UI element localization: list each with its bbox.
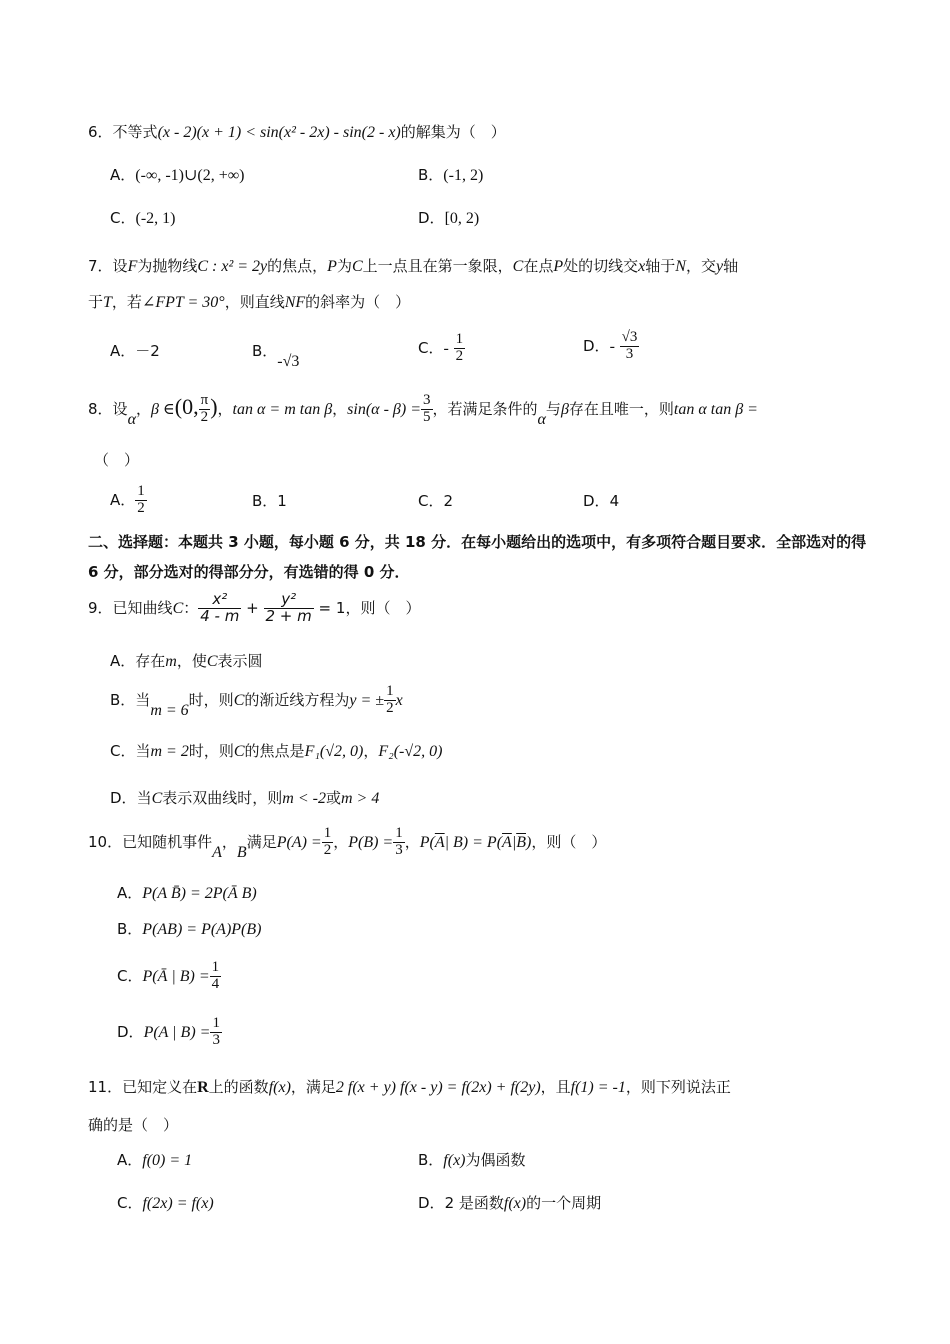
q11-option-c[interactable]: C．f(2x) = f(x) [117,1194,214,1212]
q6-option-a[interactable]: A．(-∞, -1)∪(2, +∞) [110,166,245,184]
q7-option-c[interactable]: C．- $\frac{1}{2}$ [418,331,464,364]
q10-option-c[interactable]: C．P(Ā | B) = $\frac{1}{4}$ [117,959,220,992]
q9-option-a[interactable]: A．存在m，使C表示圆 [110,652,263,670]
q11-stem-line2: 确的是（ ） [88,1116,179,1134]
q9-option-b[interactable]: B．当m = 6时，则C的渐近线方程为y = ± $\frac{1}{2}$ x [110,683,403,719]
q10-option-b[interactable]: B．P(AB) = P(A)P(B) [117,920,262,938]
q7-option-a[interactable]: A．－2 [110,342,160,360]
q6-stem: 6．不等式(x - 2)(x + 1) < sin(x² - 2x) - sin(2 - x)的解集为（ ） [88,123,506,141]
q8-stem: 8．设α，β ∈(0, $\frac{\pi}{2}$ )，tan α = m tan β，sin(α - β) = $\frac{3}{5}$ ，若满足条件的α与β存在且唯一，则tan α tan β = [88,392,758,428]
q11-equation: 2 f(x + y) f(x - y) = f(2x) + f(2y) [335,1079,541,1096]
q6-option-b[interactable]: B．(-1, 2) [418,166,484,184]
q9-stem: 9．已知曲线C： $\frac{\text{x²}}{4 - m}$ + $\frac{\text{y²}}{2 + m}$ = 1，则（ ） [88,590,421,625]
q9-option-d[interactable]: D．当C表示双曲线时，则m < -2或m > 4 [110,789,380,807]
q8-option-a[interactable]: A． $\frac{1}{2}$ [110,483,145,516]
section2-heading: 二、选择题：本题共 3 小题，每小题 6 分，共 18 分．在每小题给出的选项中，有多项符合题目要求．全部选对的得 6 分，部分选对的得部分分，有选错的得 0 分． [88,533,867,581]
q8-option-d[interactable]: D．4 [583,492,620,510]
q6-inequality: (x - 2)(x + 1) < sin(x² - 2x) - sin(2 - x) [157,124,401,141]
q8-target: tan α tan β = [673,400,758,418]
q8-option-b[interactable]: B．1 [252,492,287,510]
q7-parabola: C : x² = 2y [197,258,268,275]
q8-paren: （ ） [94,451,140,469]
q6-option-d[interactable]: D．[0, 2) [418,209,480,227]
q7-option-b[interactable]: B．-√3 [252,342,300,370]
q8-option-c[interactable]: C．2 [418,492,454,510]
q8-cond1: tan α = m tan β [232,400,333,418]
q10-stem: 10．已知随机事件A，B满足P(A) = $\frac{1}{2}$ ，P(B) = $\frac{1}{3}$ ，$P(\overline{A}|$ $B) = P(\overline{A}|\overline{B})$，则（ ） [88,825,607,861]
q10-option-d[interactable]: D．P(A | B) = $\frac{1}{3}$ [117,1015,220,1048]
q9-option-c[interactable]: C．当m = 2时，则C的焦点是F₁(√2, 0)，F₂(-√2, 0) [110,742,443,760]
q7-option-d[interactable]: D．- $\frac{√3}{3}$ [583,329,638,362]
q11-option-d[interactable]: D．2 是函数f(x)的一个周期 [418,1194,602,1212]
q7-stem-line1: 7．设F为抛物线C : x² = 2y的焦点，P为C上一点且在第一象限，C在点P处的切线交x轴于N，交y轴 [88,257,739,275]
q11-option-a[interactable]: A．f(0) = 1 [117,1151,193,1169]
q6-option-c[interactable]: C．(-2, 1) [110,209,176,227]
q7-stem-line2: 于T，若∠FPT = 30°，则直线NF的斜率为（ ） [88,293,411,311]
q7-angle: ∠FPT = 30° [141,294,225,311]
q11-stem-line1: 11．已知定义在R上的函数f(x)，满足2 f(x + y) f(x - y) = f(2x) + f(2y)，且f(1) = -1，则下列说法正 [88,1078,731,1096]
q10-option-a[interactable]: A．P(A B̄) = 2P(Ā B) [117,884,257,902]
q11-option-b[interactable]: B．f(x)为偶函数 [418,1151,526,1169]
